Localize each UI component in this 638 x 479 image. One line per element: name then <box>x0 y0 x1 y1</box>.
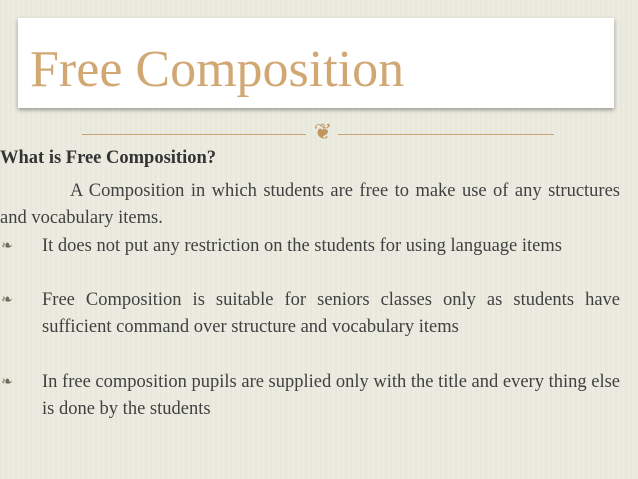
title-box <box>18 18 614 108</box>
slide-title: Free Composition <box>30 41 405 98</box>
bullet-text: In free composition pupils are supplied only with the title and every thing else is done by the students <box>42 372 620 419</box>
title-divider-right <box>338 134 554 135</box>
definition-paragraph: A Composition in which students are free to make use of any structures and vocabulary items. <box>0 181 620 228</box>
bullet-item <box>0 287 620 341</box>
bullet-text: Free Composition is suitable for seniors classes only as students have sufficient command over structure and vocabulary items <box>42 290 620 337</box>
section-heading: What is Free Composition? <box>0 148 217 168</box>
bullet-item <box>0 369 620 423</box>
bullet-icon: ❧ <box>1 238 13 254</box>
bullet-icon: ❧ <box>1 374 13 390</box>
title-divider-left <box>82 134 306 135</box>
bullet-icon: ❧ <box>1 292 13 308</box>
bullet-text: It does not put any restriction on the students for using language items <box>42 236 562 256</box>
decorative-flourish-icon: ❦ <box>313 120 333 145</box>
bullet-item <box>0 233 620 260</box>
